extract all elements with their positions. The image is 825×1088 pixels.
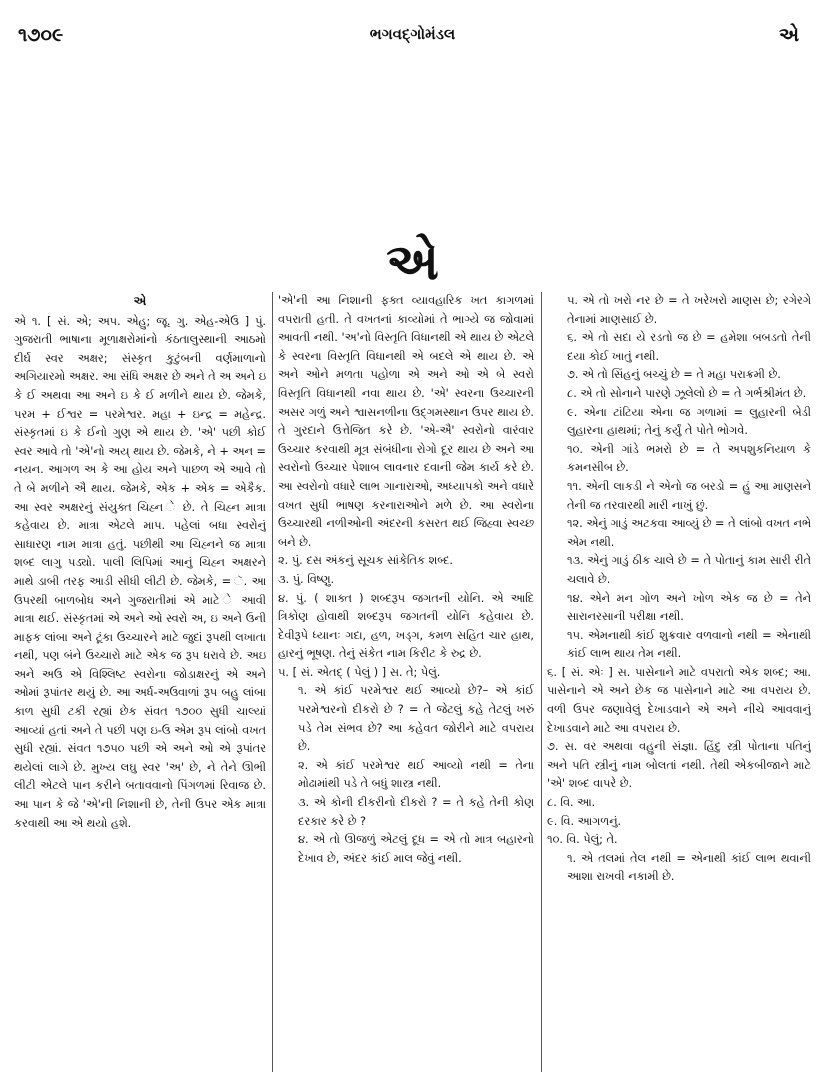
column-3	[547, 292, 811, 1072]
dictionary-entry: ૨. પું. દસ અંકનું સૂચક સાંકેતિક શબ્દ.	[278, 554, 453, 568]
dictionary-entry: ૩. પું. વિષ્ણુ.	[278, 572, 335, 586]
column-divider	[272, 292, 273, 1072]
idiom-entry: ૫. એ તો ખરો નર છે = તે ખરેખરો માણસ છે; રગેરગે તેનામાં માણસાઈ છે.	[567, 294, 811, 326]
header-letter: એ	[778, 24, 799, 46]
dictionary-entry: ૯. વિ. આગળનું.	[547, 814, 622, 828]
dictionary-entry: ૪. પું. ( શાક્ત ) શબ્દરૂપ જગતની યોનિ. એ આદિ ત્રિકોણ હોવાથી શબ્દરૂપ જગતની યોનિ કહેવાય છે. દેવીરૂપે ધ્યાનઃ ગદા, હળ, ખડ્ગ, કમળ સહિત ચાર હાથ, હારનું ભૂષણ. તેનું સંકેત નામ કિરીટ કે રુદ્ર છે.	[278, 591, 534, 661]
idiom-entry: ૮. એ તો સોનાને પારણે ઝૂલેલો છે = તે ગર્ભશ્રીમંત છે.	[567, 386, 807, 400]
idiom-entry: ૧૧. એની લાકડી ને એનો જ બરડો = હું આ માણસને તેની જ તરવારથી મારી નાખું છું.	[567, 479, 811, 512]
column-1	[14, 292, 266, 1072]
idiom-entry: ૩. એ કોની દીકરીનો દીકરો ? = તે કહે તેની કોણ દરકાર કરે છે ?	[298, 796, 534, 828]
idiom-entry: ૬. એ તો સદા યે રડતો જ છે = હમેશા બબડતો તેની દયા કોઈ ખાતું નથી.	[567, 331, 811, 363]
idiom-entry: ૨. એ કાંઈ પરમેશ્વર થઈ આવ્યો નથી = તેના મોઢામાંથી પડે તે બધું શાસ્ત્ર નથી.	[298, 758, 534, 791]
column-divider	[541, 292, 542, 1072]
idiom-entry: ૧૦. એની ગાંડે ભમરો છે = તે અપશુકનિયાળ કે કમનસીબ છે.	[567, 442, 811, 475]
dictionary-entry: 'એ'ની આ નિશાની ફક્ત વ્યાવહારિક ખત કાગળમાં વપરાતી હતી. તે વખતનાં કાવ્યોમાં તે ભાગ્યે જ જોવામાં આવતી નથી. 'અ'નો વિસ્તૃતિ વિધાનથી એ થાય છે એટલે કે સ્વરના વિસ્તૃતિ વિધાનથી એ બદલે એ થાય છે. એ અને ઓને મળતા પહોળા એ અને ઓ એ બે સ્વરો વિસ્તૃતિ વિધાનથી નવા થાય છે. 'એ' સ્વરના ઉચ્ચારની અસર ગળું અને શ્વાસનળીના ઉદ્ગમસ્થાન ઉપર થાય છે. તે ગુરદાને ઉત્તેજિત કરે છે. 'એ-ઐ' સ્વરોનો વારંવાર ઉચ્ચાર કરવાથી મૂત્ર સંબંધીના રોગો દૂર થાય છે અને આ સ્વરોનો ઉચ્ચાર પેશાબ લાવનાર દવાની જેમ કાર્ય કરે છે. આ સ્વરોનો વધારે લાભ ગાનારાઓ, અધ્યાપકો અને વધારે વખત સુધી ભાષણ કરનારાઓને મળે છે. આ સ્વરોના ઉચ્ચારથી નળીઓની અંદરની કસરત થઈ જિહ્વા સ્વચ્છ બને છે.	[278, 294, 534, 549]
running-title: ભગવદ્ગોમંડલ	[369, 25, 456, 43]
dictionary-entry: ૮. વિ. આ.	[547, 796, 596, 810]
page-number: ૧૭૦૯	[18, 24, 64, 46]
idiom-entry: ૧. એ તલમાં તેલ નથી = એનાથી કાંઈ લાભ થવાની આશા રાખવી નકામી છે.	[567, 851, 811, 884]
page-header	[18, 24, 807, 50]
dictionary-entry: ૧૦. વિ. પેલું; તે.	[547, 833, 618, 847]
dictionary-entry: ૫. [ સં. એતદ્ ( પેલું ) ] સ. તે; પેલું.	[278, 665, 441, 679]
idiom-entry: ૧૫. એમનાથી કાંઈ શુક્રવાર વળવાનો નથી = એનાથી કાંઈ લાભ થાય તેમ નથી.	[567, 628, 811, 661]
dictionary-entry: ૭. સ. વર અથવા વહુની સંજ્ઞા. હિંદુ સ્ત્રી પોતાના પતિનું અને પતિ સ્ત્રીનું નામ બોલતાં નથી. તેથી એકબીજાને માટે 'એ' શબ્દ વાપરે છે.	[547, 740, 811, 791]
idiom-entry: ૯. એના ટાંટિયા એના જ ગળામાં = લુહારની બેડી લુહારના હાથમાં; તેનું કર્યું તે પોતે ભોગવે.	[567, 405, 811, 438]
idiom-entry: ૧૨. એનું ગાડું અટકવા આવ્યું છે = તે લાંબો વખત નભે એમ નથી.	[567, 517, 811, 549]
idiom-entry: ૪. એ તો ઊજળું એટલું દૂધ = એ તો માત્ર બહારનો દેખાવ છે, અંદર કાંઈ માલ જેવું નથી.	[298, 833, 534, 865]
column-2	[278, 292, 534, 1072]
idiom-entry: ૧. એ કાંઈ પરમેશ્વર થઈ આવ્યો છે?– એ કાંઈ પરમેશ્વરનો દીકરો છે ? = તે જેટલું કહે તેટલું ખરું પડે તેમ સંભવ છે? આ કહેવત જોરીને માટે વપરાય છે.	[298, 684, 534, 754]
dictionary-entry: ૬. [ સં. એઃ ] સ. પાસેનાને માટે વપરાતો એક શબ્દ; આ. પાસેનાને એ અને છેક જ પાસેનાને માટે આ વપરાય છે. વળી ઉપર જણાવેલું દેખાડવાને એ અને નીચે આવવાનું દેખાડવાને માટે આ વપરાય છે.	[547, 665, 811, 735]
idiom-entry: ૧૩. એનું ગાડું ઠીક ચાલે છે = તે પોતાનું કામ સારી રીતે ચલાવે છે.	[567, 554, 811, 586]
idiom-entry: ૭. એ તો સિંહનું બચ્ચું છે = તે મહા પરાક્રમી છે.	[567, 368, 781, 382]
section-heading: એ	[133, 294, 147, 308]
section-big-letter: એ	[386, 233, 439, 291]
idiom-entry: ૧૪. એને મન ગોળ અને ખોળ એક જ છે = તેને સારાનરસાની પરીક્ષા નથી.	[567, 591, 811, 624]
dictionary-entry: એ ૧. [ સં. એ; અપ. એહુ; જૂ. ગુ. એહ-એઉ ] પું. ગુજરાતી ભાષાના મૂળાક્ષરોમાંનો કંઠતાલુસ્થાની આઠમો દીર્ઘ સ્વર અક્ષર; સંસ્કૃત કુટુંબની વર્ણમાળાનો અગિયારમો અક્ષર. આ સંધિ અક્ષર છે અને તે અ અને ઇ કે ઈ અથવા આ અને ઇ કે ઈ મળીને થાય છે. જેમકે, પરમ + ઈશ્વર = પરમેશ્વર. મહા + ઇન્દ્ર = મહેન્દ્ર. સંસ્કૃતમાં ઇ કે ઈનો ગુણ એ થાય છે. 'એ' પછી કોઈ સ્વર આવે તો 'એ'નો અય્ થાય છે. જેમકે, ને + અન = નયન. આગળ અ કે આ હોય અને પાછળ એ આવે તો તે બે મળીને ઐ થાય. જેમકે, એક + એક = એકૈક. આ સ્વર અક્ષરનું સંયુક્ત ચિહ્ન ે છે. તે ચિહ્ન માત્રા કહેવાય છે. માત્રા એટલે માપ. પહેલાં બધા સ્વરોનું સાધારણ નામ માત્રા હતું. પછીથી આ ચિહ્નને જ માત્રા શબ્દ લાગુ પડ્યો. પાલી લિપિમાં આનું ચિહ્ન અક્ષરને માથે ડાબી તરફ આડી સીધી લીટી છે. જેમકે, = ૅ. આ ઉપરથી બાળબોધ અને ગુજરાતીમાં એ માટે ે આવી માત્રા થઈ. સંસ્કૃતમાં એ અને ઓ સ્વરો અ, ઇ અને ઉની માફક લાંબા અને ટૂંકા ઉચ્ચારને માટે જુદાં રૂપથી લખાતા નથી, પણ બંને ઉચ્ચારો માટે એક જ રૂપ ધરાવે છે. અઇ અને અઉ એ વિશ્લિષ્ટ સ્વરોના જોડાક્ષરનું એ અને ઓમાં રૂપાંતર થયું છે. આ અર્ધ-અઉવાળાં રૂપ બહુ લાંબા કાળ સુધી ટકી રહ્યાં છેક સંવત ૧૭૦૦ સુધી ચાલ્યાં આવ્યાં હતાં અને તે પછી પણ ઇ-ઉ એમ રૂપ લાંબો વખત સુધી રહ્યાં. સંવત ૧૭૫૦ પછી એ અને ઓ એ રૂપાંતર થયેલાં લાગે છે. મુખ્ય લઘુ સ્વર 'અ' છે, ને તેને ઊભી લીટી એટલે પાન કરીને બતાવવાનો પિંગળમાં રિવાજ છે. આ પાન કે જે 'એ'ની નિશાની છે, તેની ઉપર એક માત્રા કરવાથી આ એ થયો હશે.	[14, 314, 266, 830]
dictionary-columns	[14, 292, 811, 1072]
